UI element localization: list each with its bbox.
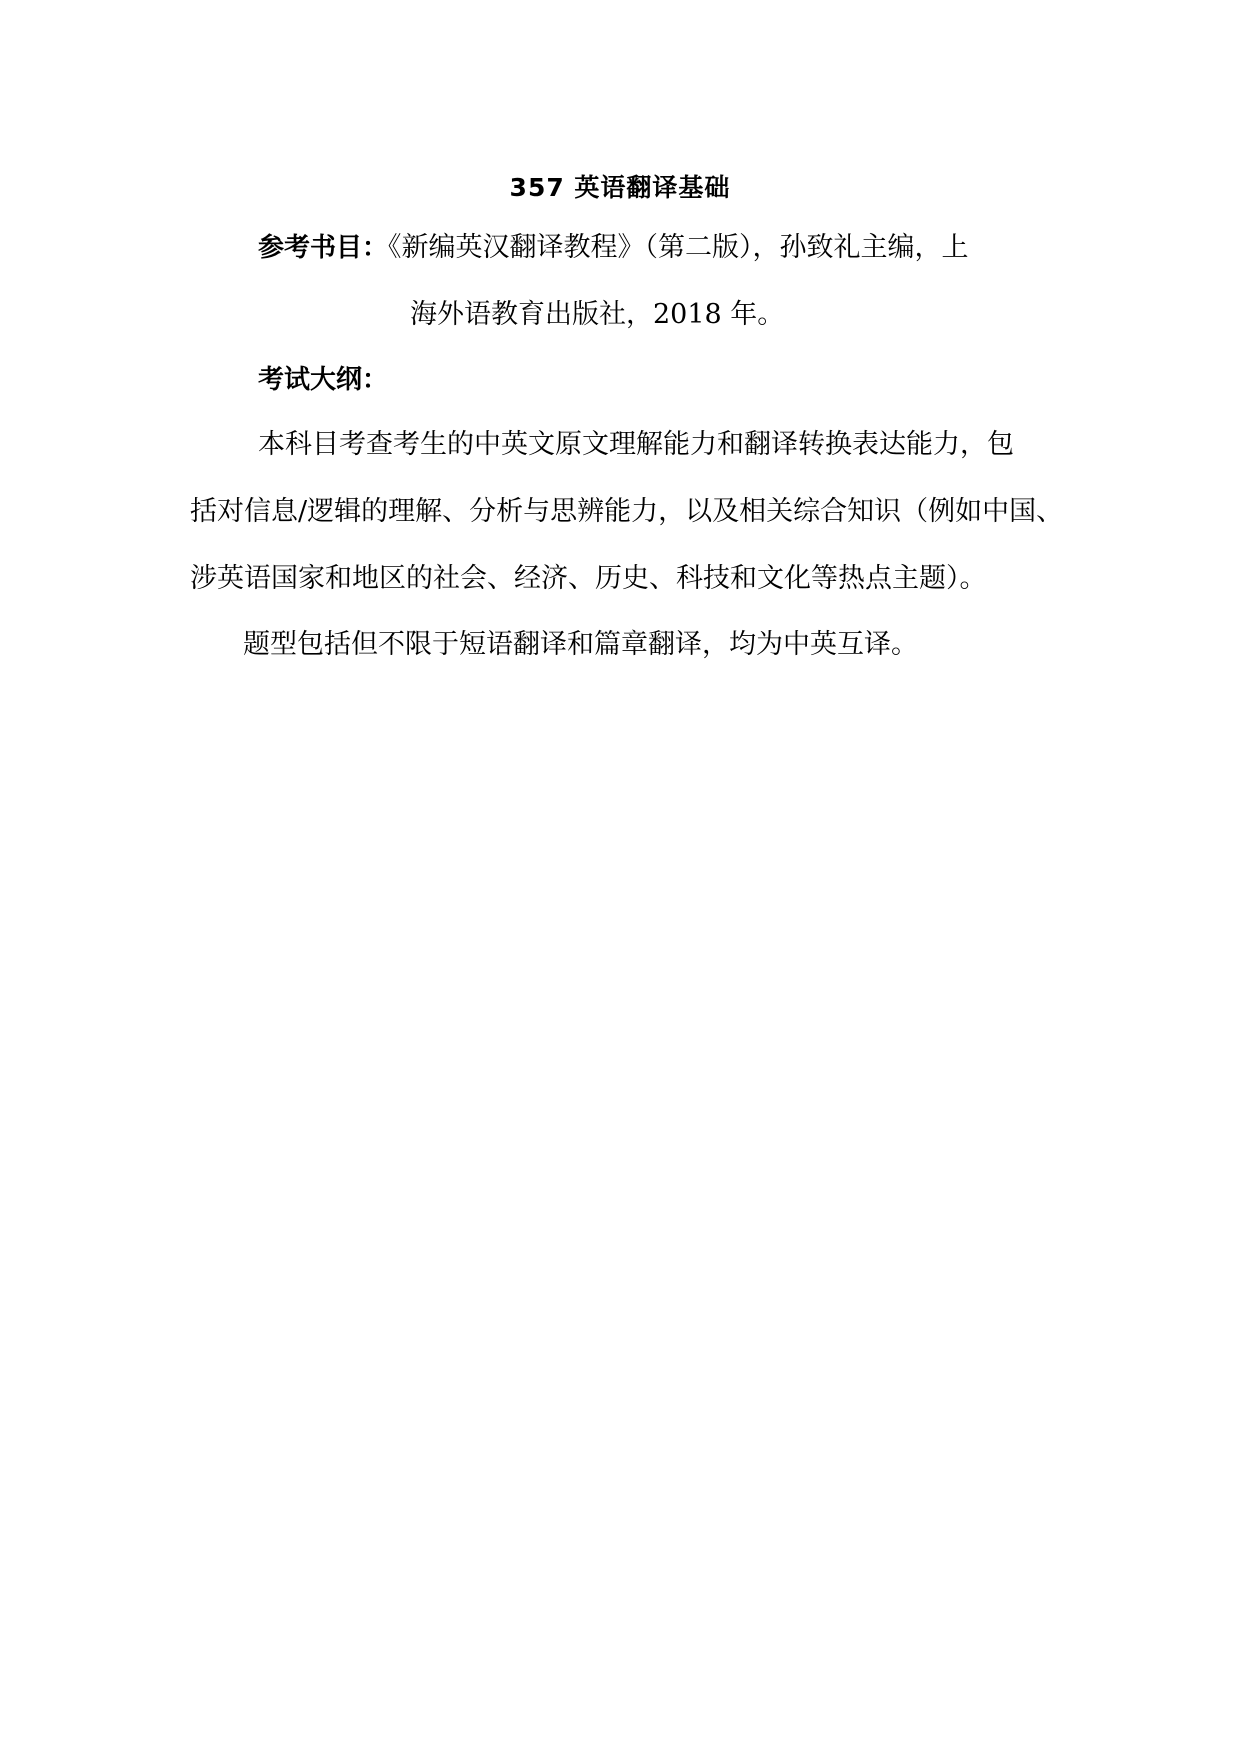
paragraph-2-line-1: 题型包括但不限于短语翻译和篇章翻译，均为中英互译。 — [243, 629, 918, 660]
reference-text-1: 《新编英汉翻译教程》（第二版），孙致礼主编，上 — [388, 232, 969, 263]
reference-line-2: 海外语教育出版社，2018 年。 — [410, 299, 785, 330]
page-title: 357 英语翻译基础 — [509, 173, 731, 202]
paragraph-1-line-1: 本科目考查考生的中英文原文理解能力和翻译转换表达能力，包 — [258, 429, 1014, 460]
outline-label: 考试大纲： — [258, 365, 389, 395]
paragraph-1-line-3: 涉英语国家和地区的社会、经济、历史、科技和文化等热点主题）。 — [190, 563, 987, 594]
reference-line-1 — [258, 230, 969, 266]
reference-label: 参考书目： — [258, 233, 389, 263]
paragraph-1-line-2: 括对信息/逻辑的理解、分析与思辨能力，以及相关综合知识（例如中国、 — [190, 496, 1064, 527]
